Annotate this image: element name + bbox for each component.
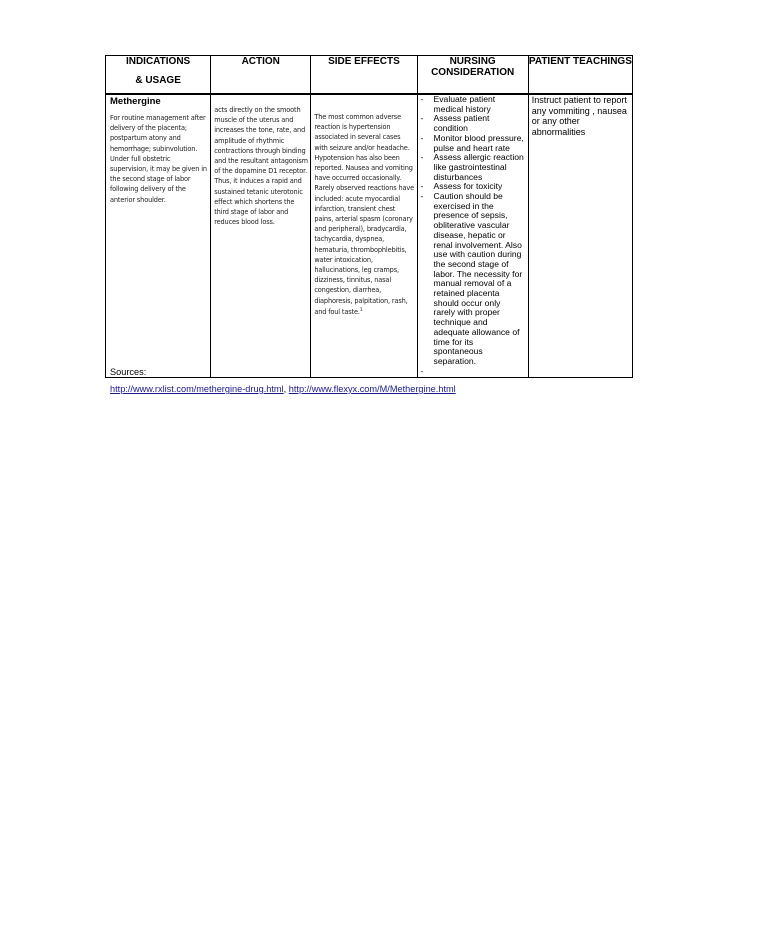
header-indications-line2: & USAGE [135,75,181,86]
table-row [106,94,633,377]
empty-bullet [420,367,524,377]
header-row [106,56,633,95]
header-nursing [417,56,528,95]
footnote-marker: 1 [359,307,363,313]
side-effects-text: The most common adverse reaction is hypertension associated in several cases with seizure and/or headache. Hypotension has also been reported. Nausea and vomiting have occurred occasionally. Rarely observed reactions have included: acute myocardial infarction, transient chest pains, arterial spasm (coronary and peripheral), bradycardia, tachycardia, dyspnea, hematuria, thrombophlebitis, water intoxication, hallucinations, leg cramps, dizziness, tinnitus, nasal congestion, diarrhea, diaphoresis, palpitation, rash, and foul taste. [314,113,415,317]
header-indications [106,56,211,95]
list-item: - Caution should be exercised in the presence of sepsis, obliterative vascular disease, hepatic or renal involvement. Also use with caution during the second stage of labor. The necessity for manual removal of a retained placenta should occur only rarely with proper technique and adequate allowance of time for its spontaneous separation. [420,192,524,367]
header-side-effects: SIDE EFFECTS [311,56,417,95]
teachings-cell [528,94,632,377]
indications-text: For routine management after delivery of the placenta; postpartum atony and hemorrhage; subinvolution. Under full obstetric supervision, it may be given in the second stage of labor following delivery of the anterior shoulder. [110,114,207,204]
source-link-flexyx[interactable]: http://www.flexyx.com/M/Methergine.html [288,384,456,394]
list-item: - Assess for toxicity [420,182,524,192]
link-separator: , [283,384,287,394]
list-item: - Evaluate patient medical history [420,95,524,114]
header-nursing-line2: CONSIDERATION [431,67,515,78]
header-indications-line1: INDICATIONS [125,56,191,67]
header-nursing-line1: NURSING [449,56,496,67]
teachings-text: Instruct patient to report any vommiting , nausea or any other abnormalities [531,95,627,137]
drug-name: Methergine [110,96,161,107]
sources-links [110,384,456,394]
list-item: - Assess allergic reaction like gastrointestinal disturbances [420,153,524,182]
side-effects-block [311,95,416,317]
header-patient-teachings: PATIENT TEACHINGS [528,56,632,95]
action-cell [211,94,311,377]
nursing-cell [417,94,528,377]
nursing-list-wrapper [418,95,528,377]
list-item: - Assess patient condition [420,114,524,133]
indications-cell [106,94,211,377]
sources-label: Sources: [110,367,147,377]
side-effects-cell [311,94,417,377]
list-item: - Monitor blood pressure, pulse and heart rate [420,134,524,153]
action-text: acts directly on the smooth muscle of the uterus and increases the tone, rate, and amplitude of rhythmic contractions through binding and the resultant antagonism of the dopamine D1 receptor. Thus, it induces a rapid and sustained tetanic uterotonic effect which shortens the third stage of labor and reduces blood loss. [214,106,308,227]
drug-table [105,55,633,378]
source-link-rxlist[interactable]: http://www.rxlist.com/methergine-drug.html [110,384,284,394]
header-action: ACTION [211,56,311,95]
nursing-list [420,95,524,367]
